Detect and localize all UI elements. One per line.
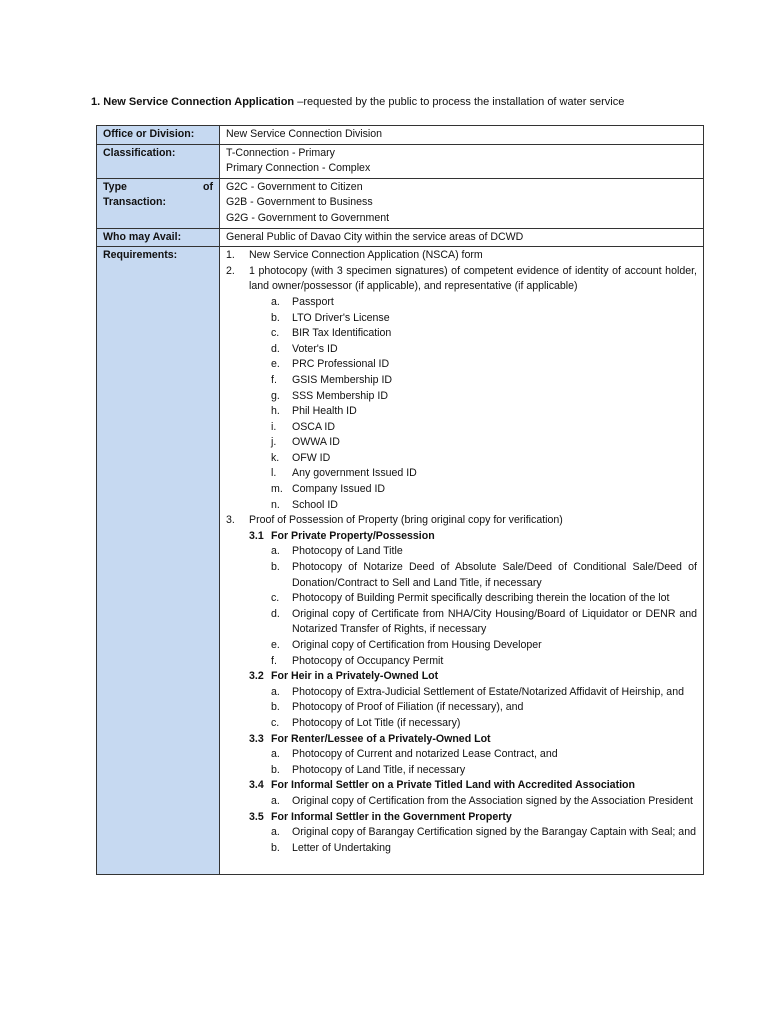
subsection-item: a. Photocopy of Land Title bbox=[271, 545, 403, 558]
id-list-item: m. Company Issued ID bbox=[271, 483, 386, 496]
id-list-item: b. LTO Driver's License bbox=[271, 311, 390, 324]
list-item: 1. New Service Connection Application (NSCA) form bbox=[226, 249, 483, 262]
type-value: G2C - Government to Citizen bbox=[226, 180, 363, 193]
id-list-item: e. PRC Professional ID bbox=[271, 358, 390, 371]
who-row bbox=[97, 228, 704, 247]
subsection-item: a. Original copy of Barangay Certification signed by the Barangay Captain with Seal; and bbox=[271, 826, 696, 839]
heading-title: New Service Connection Application bbox=[103, 96, 295, 108]
heading-subtitle: –requested by the public to process the installation of water service bbox=[297, 96, 625, 108]
id-list-item: a. Passport bbox=[271, 295, 334, 308]
subsection-heading: 3.1 For Private Property/Possession bbox=[249, 529, 435, 542]
subsection-item: b. Photocopy of Proof of Filiation (if necessary), and bbox=[271, 701, 524, 714]
type-label-word: of bbox=[203, 180, 213, 193]
id-list-item: k. OFW ID bbox=[271, 451, 331, 464]
type-values bbox=[220, 178, 704, 228]
requirements-label: Requirements: bbox=[97, 247, 220, 875]
section-heading bbox=[91, 94, 711, 110]
type-label-word: Type bbox=[103, 180, 127, 193]
subsection-heading: 3.4 For Informal Settler on a Private Titled Land with Accredited Association bbox=[249, 779, 635, 792]
subsection-item: e. Original copy of Certification from Housing Developer bbox=[271, 639, 542, 651]
subsection-item: a. Original copy of Certification from the Association signed by the Association President bbox=[271, 794, 694, 807]
classification-label: Classification: bbox=[97, 144, 220, 178]
who-label: Who may Avail: bbox=[97, 228, 220, 247]
type-row bbox=[97, 178, 704, 228]
office-row bbox=[97, 126, 704, 145]
list-item: 2. 1 photocopy (with 3 specimen signatures) of competent evidence of identity of account holder, land owner/possessor (if applicable), and representative (if applicable) bbox=[226, 264, 697, 293]
id-list-item: d. Voter's ID bbox=[271, 342, 338, 355]
requirements-list bbox=[220, 247, 704, 875]
classification-values bbox=[220, 144, 704, 178]
subsection-item: a. Photocopy of Extra-Judicial Settlement of Estate/Notarized Affidavit of Heirship, and bbox=[271, 685, 684, 698]
classification-value: T-Connection - Primary bbox=[226, 146, 335, 159]
subsection-item: d. Original copy of Certificate from NHA/City Housing/Board of Liquidator or DENR and Notarized Transfer of Rights, if necessary bbox=[271, 607, 697, 636]
subsection-heading: 3.3 For Renter/Lessee of a Privately-Owned Lot bbox=[249, 732, 491, 745]
office-value: New Service Connection Division bbox=[220, 126, 704, 145]
heading-number: 1. bbox=[91, 96, 101, 108]
classification-row bbox=[97, 144, 704, 178]
subsection-heading: 3.2 For Heir in a Privately-Owned Lot bbox=[249, 670, 439, 683]
id-list-item: f. GSIS Membership ID bbox=[271, 373, 393, 386]
id-list-item: h. Phil Health ID bbox=[271, 405, 357, 418]
property-sections bbox=[226, 529, 697, 856]
who-value: General Public of Davao City within the service areas of DCWD bbox=[220, 228, 704, 247]
id-list-item: g. SSS Membership ID bbox=[271, 389, 388, 402]
classification-value: Primary Connection - Complex bbox=[226, 162, 371, 175]
list-item: 3. Proof of Possession of Property (bring original copy for verification) bbox=[226, 514, 563, 527]
type-label bbox=[97, 178, 220, 228]
id-list-item: l. Any government Issued ID bbox=[271, 467, 417, 480]
subsection-item: c. Photocopy of Lot Title (if necessary) bbox=[271, 716, 461, 729]
subsection-item: c. Photocopy of Building Permit specifically describing therein the location of the lot bbox=[271, 592, 670, 605]
type-value: G2B - Government to Business bbox=[226, 196, 373, 209]
subsection-item: b. Photocopy of Land Title, if necessary bbox=[271, 763, 466, 776]
service-info-table bbox=[96, 125, 704, 875]
requirements-row bbox=[97, 247, 704, 875]
id-list bbox=[226, 295, 697, 513]
subsection-item: b. Letter of Undertaking bbox=[271, 841, 391, 854]
office-label: Office or Division: bbox=[97, 126, 220, 145]
subsection-heading: 3.5 For Informal Settler in the Government Property bbox=[249, 810, 512, 823]
id-list-item: c. BIR Tax Identification bbox=[271, 327, 392, 340]
subsection-item: f. Photocopy of Occupancy Permit bbox=[271, 654, 444, 667]
id-list-item: n. School ID bbox=[271, 498, 338, 511]
id-list-item: j. OWWA ID bbox=[271, 436, 340, 449]
type-value: G2G - Government to Government bbox=[226, 211, 390, 224]
type-label-word: Transaction: bbox=[103, 196, 166, 209]
subsection-item: b. Photocopy of Notarize Deed of Absolute Sale/Deed of Conditional Sale/Deed of Donation/Contract to Sell and Land Title, if necessary bbox=[271, 561, 697, 589]
subsection-item: a. Photocopy of Current and notarized Lease Contract, and bbox=[271, 748, 558, 761]
id-list-item: i. OSCA ID bbox=[271, 420, 335, 433]
